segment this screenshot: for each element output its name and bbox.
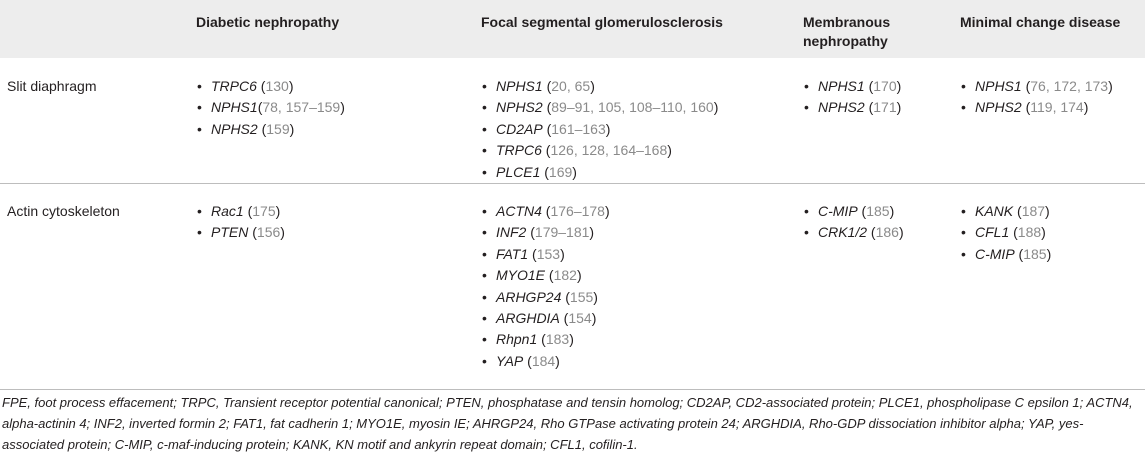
gene-list bbox=[481, 76, 803, 183]
reference-numbers: 159 bbox=[266, 120, 290, 137]
gene-name: PLCE1 bbox=[496, 163, 541, 180]
gene-cell bbox=[803, 58, 960, 184]
header-focal-segmental-glomerulosclerosis: Focal segmental glomerulosclerosis bbox=[481, 0, 803, 58]
row-label: Slit diaphragm bbox=[0, 58, 196, 184]
gene-cell bbox=[196, 58, 481, 184]
gene-name: TRPC6 bbox=[211, 78, 257, 94]
gene-entry bbox=[196, 201, 481, 222]
ref-open: ( bbox=[864, 99, 874, 116]
gene-cell bbox=[196, 184, 481, 390]
table-row bbox=[0, 184, 1145, 390]
gene-name: CFL1 bbox=[975, 224, 1010, 241]
gene-list bbox=[960, 201, 1145, 265]
ref-close: ) bbox=[889, 203, 895, 220]
gene-entry bbox=[481, 140, 803, 161]
ref-close: ) bbox=[555, 352, 560, 369]
gene-entry bbox=[481, 244, 803, 265]
gene-name: C-MIP bbox=[818, 203, 858, 220]
ref-close: ) bbox=[1083, 99, 1089, 116]
ref-open: ( bbox=[540, 163, 549, 180]
reference-numbers: 76, 172, 173 bbox=[1030, 78, 1109, 94]
gene-entry bbox=[960, 97, 1145, 118]
gene-name: Rac1 bbox=[211, 203, 244, 220]
gene-list bbox=[803, 201, 960, 244]
gene-name: NPHS1 bbox=[496, 78, 543, 94]
reference-numbers: 182 bbox=[553, 267, 577, 284]
ref-open: ( bbox=[857, 203, 867, 220]
ref-open: ( bbox=[537, 331, 546, 348]
gene-name: PTEN bbox=[211, 224, 249, 241]
reference-numbers: 154 bbox=[568, 310, 592, 327]
gene-entry bbox=[196, 97, 481, 118]
reference-numbers: 20, 65 bbox=[551, 78, 591, 94]
ref-close: ) bbox=[1046, 245, 1052, 262]
ref-close: ) bbox=[713, 99, 719, 116]
reference-numbers: 175 bbox=[252, 203, 276, 220]
reference-numbers: 156 bbox=[256, 224, 281, 241]
header-row bbox=[0, 0, 1145, 58]
gene-name: NPHS2 bbox=[818, 99, 865, 116]
reference-numbers: 170 bbox=[873, 78, 897, 94]
gene-name: YAP bbox=[496, 352, 524, 369]
reference-numbers: 185 bbox=[866, 203, 890, 220]
ref-close: ) bbox=[569, 331, 574, 348]
ref-open: ( bbox=[542, 78, 552, 94]
gene-entry bbox=[481, 308, 803, 329]
gene-entry bbox=[481, 222, 803, 243]
gene-entry bbox=[481, 97, 803, 118]
ref-close: ) bbox=[896, 99, 902, 116]
reference-numbers: 153 bbox=[536, 245, 561, 262]
gene-cell bbox=[960, 58, 1145, 184]
ref-close: ) bbox=[1041, 224, 1046, 241]
gene-entry bbox=[481, 119, 803, 140]
table-footnote: FPE, foot process effacement; TRPC, Transient receptor potential canonical; PTEN, phosphatase and tensin homolog; CD2AP, CD2-associated protein; PLCE1, phospholipase C epsilon 1; ACTN4, alpha-actinin 4; INF2, inverted formin 2; FAT1, fat cadherin 1; MYO1E, myosin IE; AHRGP24, Rho GTPase activating protein 24; ARGHDIA, Rho-GDP dissociation inhibitor alpha; YAP, yes-associated protein; C-MIP, c-maf-inducing protein; KANK, KN motif and ankyrin repeat domain; CFL1, cofilin-1. bbox=[2, 395, 1133, 452]
ref-open: ( bbox=[243, 203, 253, 220]
ref-close: ) bbox=[1108, 78, 1113, 94]
gene-entry bbox=[803, 222, 960, 243]
reference-numbers: 176–178 bbox=[550, 203, 605, 220]
reference-numbers: 187 bbox=[1021, 203, 1046, 220]
ref-close: ) bbox=[288, 78, 294, 94]
gene-name: MYO1E bbox=[496, 267, 546, 284]
gene-name: NPHS2 bbox=[211, 120, 258, 137]
reference-numbers: 184 bbox=[531, 352, 556, 369]
ref-open: ( bbox=[1013, 203, 1022, 220]
gene-name: NPHS1 bbox=[818, 78, 865, 94]
ref-open: ( bbox=[1021, 78, 1031, 94]
gene-entry bbox=[803, 201, 960, 222]
ref-close: ) bbox=[560, 245, 565, 262]
reference-numbers: 119, 174 bbox=[1030, 99, 1084, 116]
ref-close: ) bbox=[280, 224, 285, 241]
gene-name: Rhpn1 bbox=[496, 331, 538, 348]
reference-numbers: 169 bbox=[548, 163, 573, 180]
gene-entry bbox=[960, 201, 1145, 222]
gene-name: NPHS2 bbox=[975, 99, 1022, 116]
gene-entry bbox=[960, 76, 1145, 97]
ref-open: ( bbox=[561, 288, 570, 305]
gene-cell bbox=[481, 184, 803, 390]
header-minimal-change-disease: Minimal change disease bbox=[960, 0, 1145, 58]
gene-name: C-MIP bbox=[975, 245, 1015, 262]
row-label: Actin cytoskeleton bbox=[0, 184, 196, 390]
gene-entry bbox=[196, 119, 481, 140]
ref-close: ) bbox=[591, 310, 597, 327]
gene-name: ARGHDIA bbox=[496, 310, 560, 327]
ref-open: ( bbox=[1014, 245, 1024, 262]
ref-open: ( bbox=[257, 120, 267, 137]
ref-close: ) bbox=[572, 163, 577, 180]
ref-close: ) bbox=[590, 78, 595, 94]
ref-open: ( bbox=[541, 203, 551, 220]
gene-name: CD2AP bbox=[496, 120, 543, 137]
gene-entry bbox=[481, 76, 803, 97]
ref-close: ) bbox=[1045, 203, 1050, 220]
header-diabetic-nephropathy: Diabetic nephropathy bbox=[196, 0, 481, 58]
reference-numbers: 126, 128, 164–168 bbox=[550, 142, 668, 159]
gene-name: NPHS1 bbox=[975, 78, 1022, 94]
reference-numbers: 161–163 bbox=[551, 120, 606, 137]
gene-entry bbox=[960, 222, 1145, 243]
reference-numbers: 89–91, 105, 108–110, 160 bbox=[551, 99, 714, 116]
ref-open: ( bbox=[867, 224, 876, 241]
gene-name: CRK1/2 bbox=[818, 224, 868, 241]
ref-open: ( bbox=[523, 352, 532, 369]
gene-cell bbox=[960, 184, 1145, 390]
reference-numbers: 183 bbox=[545, 331, 570, 348]
gene-entry bbox=[481, 162, 803, 183]
reference-numbers: 179–181 bbox=[534, 224, 590, 241]
ref-close: ) bbox=[589, 224, 595, 241]
gene-cell bbox=[803, 184, 960, 390]
gene-entry bbox=[481, 329, 803, 350]
ref-open: ( bbox=[256, 78, 266, 94]
ref-close: ) bbox=[593, 288, 598, 305]
ref-open: ( bbox=[257, 99, 263, 116]
gene-entry bbox=[803, 97, 960, 118]
table-row bbox=[0, 58, 1145, 184]
ref-open: ( bbox=[248, 224, 257, 241]
gene-name: TRPC6 bbox=[496, 142, 542, 159]
gene-entry bbox=[481, 351, 803, 372]
gene-list bbox=[196, 201, 481, 244]
gene-list bbox=[481, 201, 803, 372]
ref-open: ( bbox=[1009, 224, 1018, 241]
gene-name: KANK bbox=[975, 203, 1014, 220]
ref-close: ) bbox=[340, 99, 345, 116]
reference-numbers: 130 bbox=[265, 78, 289, 94]
ref-open: ( bbox=[542, 120, 552, 137]
ref-close: ) bbox=[667, 142, 672, 159]
ref-close: ) bbox=[898, 224, 904, 241]
gene-name: FAT1 bbox=[496, 245, 529, 262]
reference-numbers: 185 bbox=[1023, 245, 1047, 262]
reference-numbers: 155 bbox=[569, 288, 594, 305]
header-cell-empty bbox=[0, 0, 196, 58]
header-membranous-nephropathy: Membranous nephropathy bbox=[803, 0, 960, 58]
gene-entry bbox=[481, 287, 803, 308]
reference-numbers: 188 bbox=[1017, 224, 1042, 241]
gene-list bbox=[196, 76, 481, 140]
ref-open: ( bbox=[528, 245, 537, 262]
ref-close: ) bbox=[604, 203, 610, 220]
gene-list bbox=[803, 76, 960, 119]
ref-open: ( bbox=[542, 99, 552, 116]
gene-entry bbox=[960, 244, 1145, 265]
gene-entry bbox=[481, 265, 803, 286]
ref-open: ( bbox=[864, 78, 874, 94]
ref-close: ) bbox=[896, 78, 902, 94]
reference-numbers: 78, 157–159 bbox=[262, 99, 341, 116]
ref-open: ( bbox=[559, 310, 569, 327]
gene-entry bbox=[481, 201, 803, 222]
ref-open: ( bbox=[1021, 99, 1031, 116]
gene-name: NPHS2 bbox=[496, 99, 543, 116]
reference-numbers: 186 bbox=[875, 224, 899, 241]
gene-name: ARHGP24 bbox=[496, 288, 562, 305]
ref-open: ( bbox=[526, 224, 535, 241]
gene-name: INF2 bbox=[496, 224, 527, 241]
ref-close: ) bbox=[576, 267, 582, 284]
ref-close: ) bbox=[275, 203, 281, 220]
gene-entry bbox=[803, 76, 960, 97]
ref-open: ( bbox=[541, 142, 551, 159]
ref-open: ( bbox=[545, 267, 554, 284]
ref-close: ) bbox=[605, 120, 611, 137]
gene-cell bbox=[481, 58, 803, 184]
gene-name: NPHS1 bbox=[211, 99, 258, 116]
gene-name: ACTN4 bbox=[496, 203, 542, 220]
gene-entry bbox=[196, 222, 481, 243]
reference-numbers: 171 bbox=[873, 99, 897, 116]
gene-list bbox=[960, 76, 1145, 119]
gene-entry bbox=[196, 76, 481, 97]
ref-close: ) bbox=[289, 120, 295, 137]
